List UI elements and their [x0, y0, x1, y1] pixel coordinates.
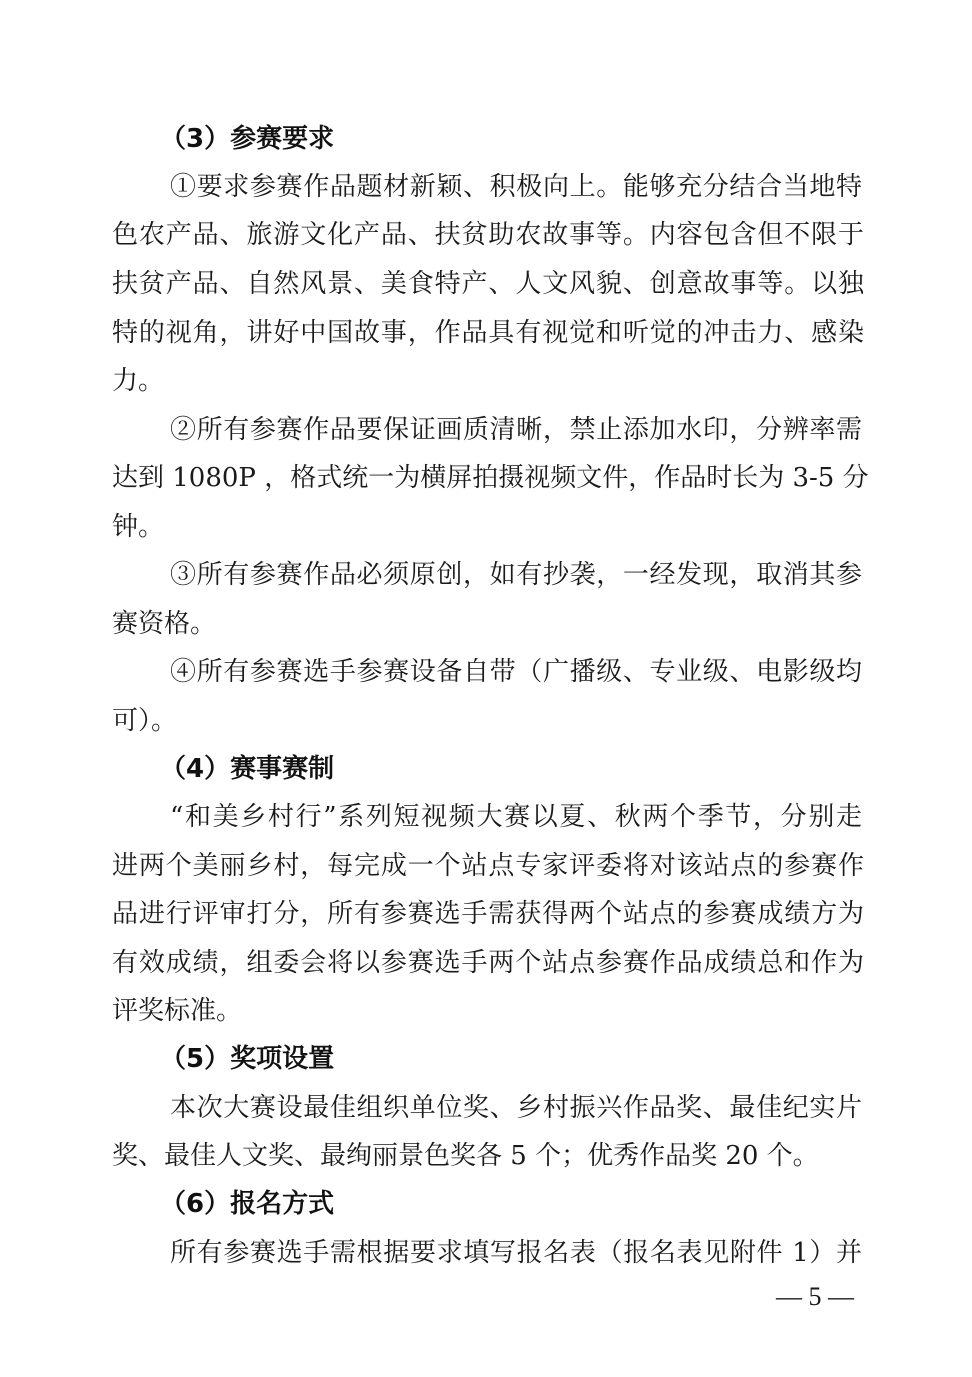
paragraph-line: 所有参赛选手需根据要求填写报名表（报名表见附件 1）并	[170, 1238, 862, 1268]
paragraph-line: 色农产品、旅游文化产品、扶贫助农故事等。内容包含但不限于	[112, 220, 864, 250]
paragraph-line: “和美乡村行”系列短视频大赛以夏、秋两个季节，分别走	[170, 802, 862, 832]
paragraph-line: 有效成绩，组委会将以参赛选手两个站点参赛作品成绩总和作为	[112, 948, 864, 978]
paragraph-line: 可）。	[112, 706, 178, 736]
section-heading-awards: （5）奖项设置	[160, 1044, 335, 1074]
page-number: — 5 —	[776, 1282, 854, 1311]
paragraph-line: 扶贫产品、自然风景、美食特产、人文风貌、创意故事等。以独	[112, 269, 864, 299]
paragraph-line: 本次大赛设最佳组织单位奖、乡村振兴作品奖、最佳纪实片	[170, 1093, 862, 1123]
paragraph-line: 进两个美丽乡村，每完成一个站点专家评委将对该站点的参赛作	[112, 851, 864, 881]
paragraph-line: 特的视角，讲好中国故事，作品具有视觉和听觉的冲击力、感染	[112, 318, 864, 348]
paragraph-line: 赛资格。	[112, 609, 217, 639]
paragraph-line: 奖、最佳人文奖、最绚丽景色奖各 5 个；优秀作品奖 20 个。	[112, 1141, 819, 1171]
paragraph-line: ①要求参赛作品题材新颖、积极向上。能够充分结合当地特	[170, 172, 862, 202]
paragraph-line: 评奖标准。	[112, 996, 243, 1026]
paragraph-line: 达到 1080P ，格式统一为横屏拍摄视频文件，作品时长为 3-5 分	[112, 463, 869, 493]
paragraph-line: 力。	[112, 366, 165, 396]
section-heading-requirements: （3）参赛要求	[160, 124, 335, 154]
paragraph-line: 品进行评审打分，所有参赛选手需获得两个站点的参赛成绩方为	[112, 899, 864, 929]
paragraph-line: 钟。	[112, 512, 165, 542]
paragraph-line: ③所有参赛作品必须原创，如有抄袭，一经发现，取消其参	[170, 560, 862, 590]
section-heading-registration: （6）报名方式	[160, 1189, 335, 1219]
section-heading-competition-format: （4）赛事赛制	[160, 754, 335, 784]
paragraph-line: ④所有参赛选手参赛设备自带（广播级、专业级、电影级均	[170, 657, 862, 687]
paragraph-line: ②所有参赛作品要保证画质清晰，禁止添加水印，分辨率需	[170, 415, 862, 445]
